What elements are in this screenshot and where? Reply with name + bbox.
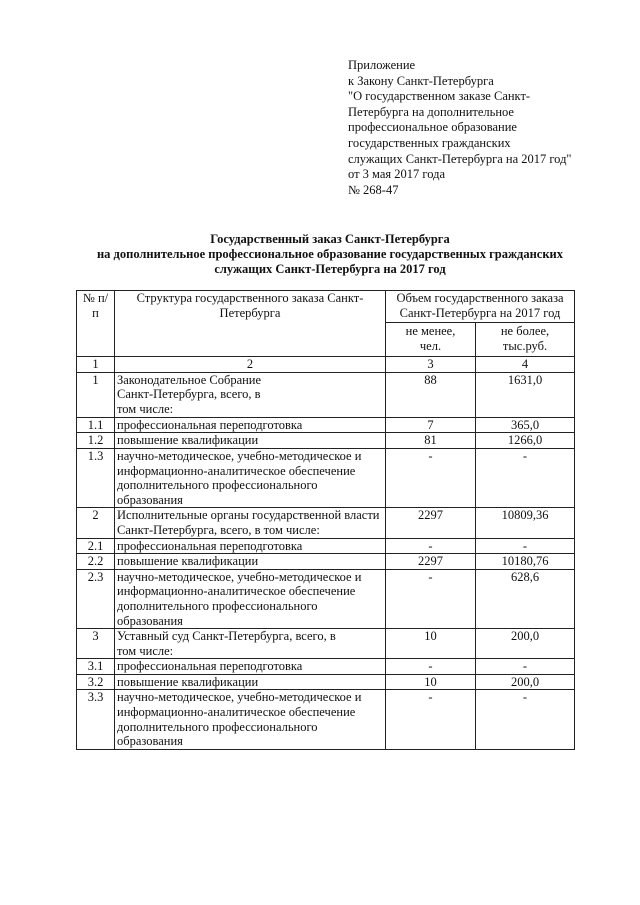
appendix-line: к Закону Санкт-Петербурга <box>348 73 494 88</box>
row-name: Уставный суд Санкт-Петербурга, всего, в том числе: <box>115 629 386 659</box>
row-money: - <box>476 659 575 675</box>
table-row <box>77 569 575 628</box>
row-name: профессиональная переподготовка <box>115 417 386 433</box>
row-money: 10180,76 <box>476 554 575 570</box>
table-row <box>77 417 575 433</box>
row-people: 88 <box>386 372 476 417</box>
appendix-note <box>348 58 608 198</box>
title-line: на дополнительное профессиональное образование государственных гражданских <box>96 247 563 261</box>
row-num: 2.3 <box>77 569 115 628</box>
row-money: 1266,0 <box>476 433 575 449</box>
appendix-line: Приложение <box>348 58 416 72</box>
column-number: 3 <box>386 357 476 373</box>
table-row <box>77 674 575 690</box>
row-name: научно-методическое, учебно-методическое и информационно-аналитическое обеспечение дополнительного профессионального образования <box>115 448 386 507</box>
row-people: - <box>386 659 476 675</box>
appendix-line: Петербурга на дополнительное <box>348 104 514 119</box>
appendix-line: профессиональное образование <box>348 120 517 135</box>
table-row <box>77 690 575 749</box>
row-people: - <box>386 690 476 749</box>
table-row <box>77 659 575 675</box>
row-num: 3.3 <box>77 690 115 749</box>
appendix-line: служащих Санкт-Петербурга на 2017 год" <box>348 151 572 166</box>
row-name: Законодательное Собрание Санкт-Петербурга, всего, в том числе: <box>115 372 386 417</box>
header-min-people: не менее, чел. <box>386 323 476 357</box>
appendix-line: № 268-47 <box>348 182 399 197</box>
row-money: 1631,0 <box>476 372 575 417</box>
document-title <box>60 232 600 277</box>
row-name: Исполнительные органы государственной власти Санкт-Петербурга, всего, в том числе: <box>115 508 386 538</box>
row-people: 10 <box>386 674 476 690</box>
row-name: повышение квалификации <box>115 554 386 570</box>
appendix-line: от 3 мая 2017 года <box>348 167 446 182</box>
row-people: 81 <box>386 433 476 449</box>
row-money: 628,6 <box>476 569 575 628</box>
row-name: профессиональная переподготовка <box>115 659 386 675</box>
row-num: 3.1 <box>77 659 115 675</box>
header-max-money: не более, тыс.руб. <box>476 323 575 357</box>
header-volume: Объем государственного заказа Санкт-Петербурга на 2017 год <box>386 291 575 323</box>
column-numbers-row <box>77 357 575 373</box>
row-people: - <box>386 569 476 628</box>
title-line: служащих Санкт-Петербурга на 2017 год <box>214 262 446 276</box>
table-row <box>77 508 575 538</box>
row-money: - <box>476 448 575 507</box>
table-header-row <box>77 291 575 323</box>
column-number: 4 <box>476 357 575 373</box>
column-number: 2 <box>115 357 386 373</box>
row-name: научно-методическое, учебно-методическое и информационно-аналитическое обеспечение дополнительного профессионального образования <box>115 690 386 749</box>
table-row <box>77 448 575 507</box>
row-people: 2297 <box>386 554 476 570</box>
row-people: - <box>386 448 476 507</box>
row-money: 200,0 <box>476 674 575 690</box>
row-name: повышение квалификации <box>115 433 386 449</box>
row-money: 200,0 <box>476 629 575 659</box>
row-num: 2 <box>77 508 115 538</box>
row-num: 1 <box>77 372 115 417</box>
title-line: Государственный заказ Санкт-Петербурга <box>210 232 450 246</box>
table-row <box>77 538 575 554</box>
column-number: 1 <box>77 357 115 373</box>
row-money: - <box>476 690 575 749</box>
row-name: научно-методическое, учебно-методическое и информационно-аналитическое обеспечение дополнительного профессионального образования <box>115 569 386 628</box>
header-structure: Структура государственного заказа Санкт-Петербурга <box>115 291 386 357</box>
row-num: 2.1 <box>77 538 115 554</box>
row-num: 2.2 <box>77 554 115 570</box>
appendix-line: "О государственном заказе Санкт- <box>348 89 531 104</box>
row-people: 7 <box>386 417 476 433</box>
row-num: 1.3 <box>77 448 115 507</box>
appendix-line: государственных гражданских <box>348 135 511 150</box>
table-row <box>77 629 575 659</box>
row-people: 2297 <box>386 508 476 538</box>
row-num: 1.2 <box>77 433 115 449</box>
row-name: повышение квалификации <box>115 674 386 690</box>
row-name: профессиональная переподготовка <box>115 538 386 554</box>
table-row <box>77 433 575 449</box>
row-people: - <box>386 538 476 554</box>
row-money: 10809,36 <box>476 508 575 538</box>
header-num: № п/п <box>77 291 115 357</box>
order-table <box>76 290 575 750</box>
row-num: 1.1 <box>77 417 115 433</box>
row-num: 3.2 <box>77 674 115 690</box>
row-money: - <box>476 538 575 554</box>
table-row <box>77 372 575 417</box>
row-money: 365,0 <box>476 417 575 433</box>
row-people: 10 <box>386 629 476 659</box>
row-num: 3 <box>77 629 115 659</box>
table-row <box>77 554 575 570</box>
